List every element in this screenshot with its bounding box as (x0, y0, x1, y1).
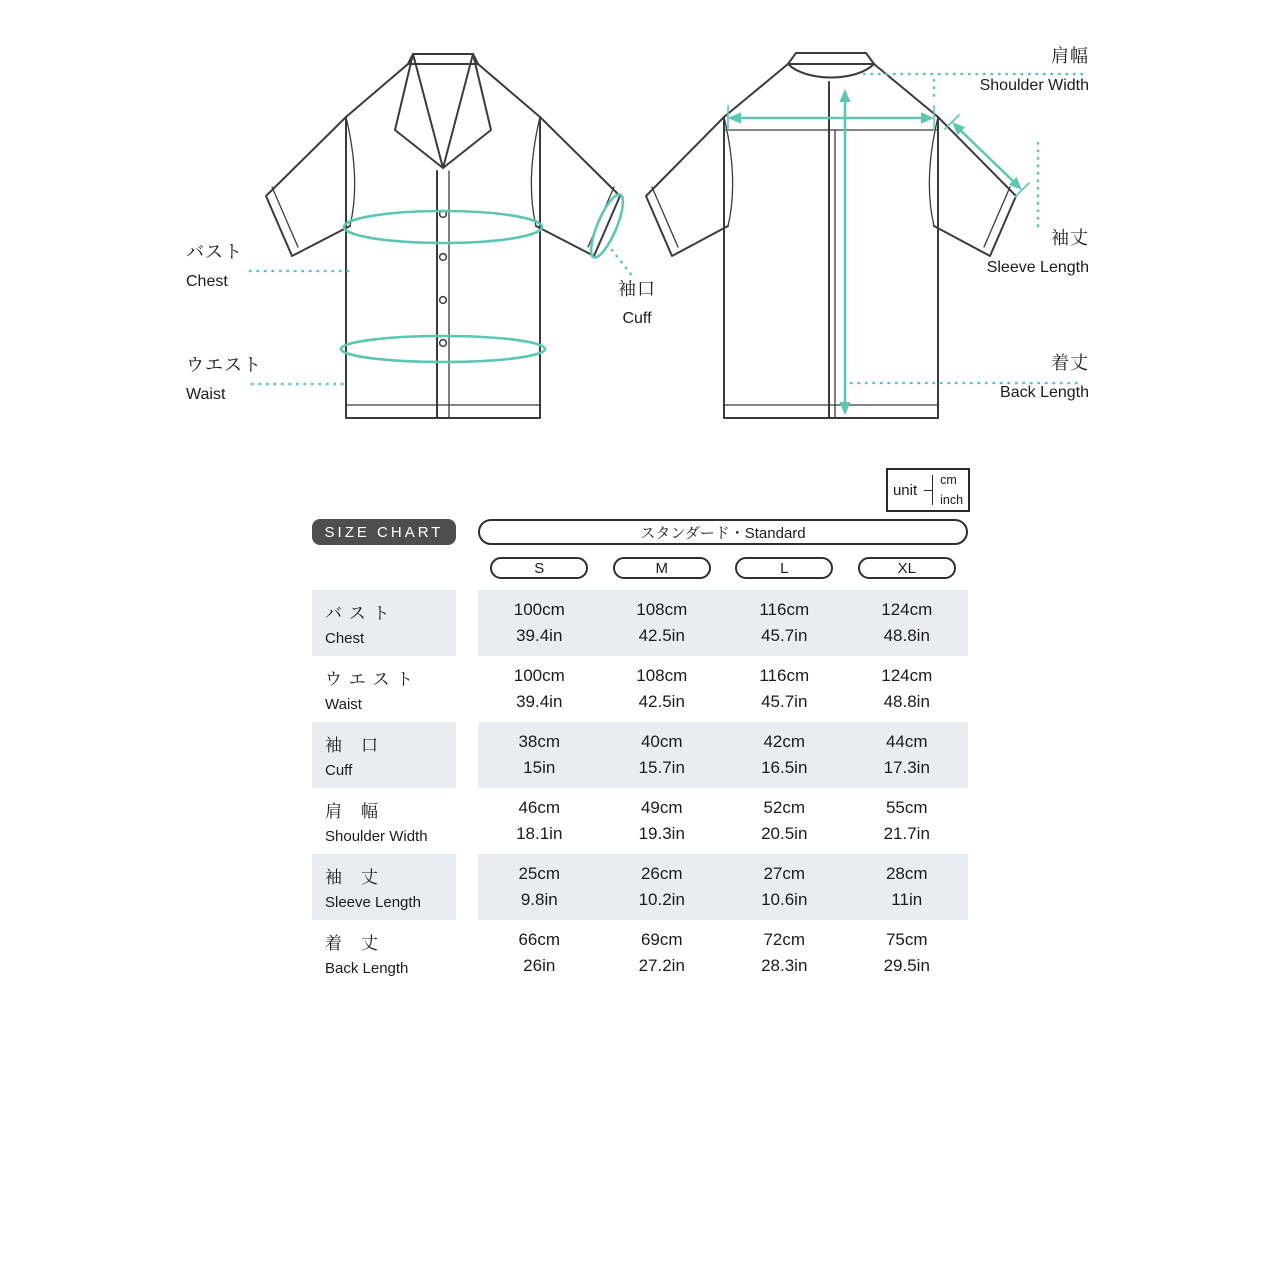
size-pill-s: S (490, 557, 588, 579)
value-cell (601, 788, 724, 854)
back-armhole-right (929, 117, 938, 226)
arrowhead (839, 402, 850, 415)
button (440, 254, 447, 261)
value-cell (478, 590, 601, 656)
value-in: 16.5in (761, 758, 808, 777)
size-chart-header (312, 519, 968, 545)
value-in: 48.8in (883, 692, 930, 711)
value-cm: 40cm (640, 732, 683, 751)
value-in: 10.6in (761, 890, 808, 909)
front-body (346, 117, 540, 418)
chest-measure-ellipse (344, 211, 542, 243)
waist-label (186, 356, 262, 403)
value-cm: 42cm (763, 732, 806, 751)
row-label-en: Chest (325, 630, 365, 647)
value-cell (846, 920, 969, 986)
front-armhole-left (346, 117, 355, 226)
category-pill: スタンダード・Standard (478, 519, 968, 545)
value-in: 11in (891, 890, 923, 909)
chest-label-en: Chest (186, 273, 228, 290)
value-cm: 108cm (636, 666, 688, 685)
size-columns-row (312, 557, 968, 579)
value-cell (601, 854, 724, 920)
row-label-jp: 袖 口 (325, 736, 379, 755)
row-label-jp: 着 丈 (325, 934, 379, 953)
front-right-sleeve (536, 117, 620, 256)
back-collar (788, 53, 874, 64)
size-pill-l: L (735, 557, 833, 579)
sleeve-length-label-en: Sleeve Length (986, 259, 1089, 276)
value-cell (846, 656, 969, 722)
value-cm: 25cm (518, 864, 561, 883)
value-in: 15.7in (638, 758, 685, 777)
chest-label-jp: バスト (186, 242, 243, 262)
size-pill-m: M (613, 557, 711, 579)
value-in: 48.8in (883, 626, 930, 645)
size-pill-xl: XL (858, 557, 956, 579)
shoulder-width-label-jp: 肩幅 (1051, 46, 1089, 66)
row-label-jp: 袖 丈 (325, 868, 379, 887)
value-cell (601, 590, 724, 656)
sleeve-length-label-jp: 袖丈 (1051, 228, 1089, 248)
value-cell (601, 722, 724, 788)
back-length-label (1000, 354, 1089, 401)
waist-label-en: Waist (186, 386, 226, 403)
chest-label (186, 243, 243, 290)
value-cell (723, 656, 846, 722)
value-cell (846, 590, 969, 656)
value-cell (478, 854, 601, 920)
value-cell (723, 722, 846, 788)
back-collar-fold (788, 64, 874, 78)
value-cell (846, 722, 969, 788)
back-armhole-left (724, 117, 733, 226)
arrowhead (839, 89, 850, 102)
value-in: 42.5in (638, 692, 685, 711)
row-label (312, 854, 456, 920)
table-row-waist (312, 656, 968, 722)
shoulder-width-label-en: Shoulder Width (979, 77, 1089, 94)
value-cell (478, 920, 601, 986)
value-cell (601, 920, 724, 986)
back-shirt-drawing (646, 53, 1016, 418)
unit-indicator (886, 468, 970, 512)
arrowhead (921, 112, 934, 124)
value-cm: 55cm (885, 798, 928, 817)
value-in: 39.4in (516, 692, 563, 711)
shoulder-width-label (980, 47, 1089, 94)
value-cm: 72cm (763, 930, 806, 949)
value-cm: 49cm (640, 798, 683, 817)
value-in: 45.7in (761, 692, 808, 711)
value-cell (478, 788, 601, 854)
value-cm: 116cm (759, 666, 810, 685)
front-collar-left-leaf (395, 54, 443, 168)
value-cell (478, 656, 601, 722)
row-label-en: Back Length (325, 960, 409, 977)
leader-lines (250, 74, 1083, 384)
front-collar-back (408, 54, 478, 64)
table-row-back-length (312, 920, 968, 986)
unit-label: unit (892, 481, 918, 499)
back-length-label-jp: 着丈 (1051, 353, 1089, 373)
cuff-leader-line (612, 250, 633, 277)
value-in: 21.7in (883, 824, 930, 843)
value-in: 28.3in (761, 956, 808, 975)
unit-bracket-icon (924, 475, 933, 505)
table-row-cuff (312, 722, 968, 788)
back-body (724, 117, 938, 418)
value-cm: 124cm (881, 600, 933, 619)
back-shoulder-seam-left (724, 64, 788, 117)
value-in: 19.3in (638, 824, 685, 843)
size-chart-rows (312, 590, 968, 986)
value-cm: 26cm (640, 864, 683, 883)
cuff-label-jp: 袖口 (618, 279, 656, 299)
size-chart-table (312, 519, 968, 986)
value-cm: 66cm (518, 930, 561, 949)
value-cm: 100cm (513, 666, 565, 685)
value-in: 9.8in (520, 890, 558, 909)
value-in: 29.5in (883, 956, 930, 975)
row-label-en: Shoulder Width (325, 828, 428, 845)
value-in: 15in (523, 758, 556, 777)
back-shoulder-seam-right (874, 64, 938, 117)
value-cm: 75cm (885, 930, 928, 949)
front-armhole-right (531, 117, 540, 226)
front-shoulder-seam-right (478, 64, 540, 117)
value-in: 42.5in (638, 626, 685, 645)
value-in: 20.5in (761, 824, 808, 843)
value-in: 26in (523, 956, 556, 975)
table-row-shoulder-width (312, 788, 968, 854)
row-label-jp: 肩 幅 (325, 802, 379, 821)
unit-values (940, 474, 963, 506)
value-cm: 52cm (763, 798, 806, 817)
front-shoulder-seam-left (346, 64, 408, 117)
row-label-en: Waist (325, 696, 362, 713)
table-row-chest (312, 590, 968, 656)
value-cell (601, 656, 724, 722)
row-label (312, 656, 456, 722)
value-cell (478, 722, 601, 788)
row-label-jp: ウ エ ス ト (325, 670, 415, 689)
value-in: 27.2in (638, 956, 685, 975)
sleeve-length-label (987, 229, 1089, 276)
unit-inch: inch (940, 492, 964, 507)
row-label-en: Sleeve Length (325, 894, 421, 911)
row-label (312, 788, 456, 854)
value-cm: 116cm (759, 600, 810, 619)
row-label-en: Cuff (325, 762, 353, 779)
cuff-label-en: Cuff (622, 310, 652, 327)
value-cm: 100cm (513, 600, 565, 619)
size-chart-badge: SIZE CHART (312, 519, 456, 545)
value-cm: 69cm (640, 930, 683, 949)
front-left-sleeve (266, 117, 350, 256)
back-length-label-en: Back Length (1000, 384, 1089, 401)
value-in: 17.3in (883, 758, 930, 777)
value-cm: 44cm (885, 732, 928, 751)
button (440, 297, 447, 304)
waist-label-jp: ウエスト (186, 355, 262, 375)
value-cm: 28cm (885, 864, 928, 883)
value-in: 39.4in (516, 626, 563, 645)
value-cm: 46cm (518, 798, 561, 817)
sleeve-length-line (958, 128, 1014, 182)
back-left-sleeve (646, 117, 728, 256)
value-in: 10.2in (638, 890, 685, 909)
value-cell (723, 788, 846, 854)
value-in: 18.1in (516, 824, 563, 843)
value-cm: 108cm (636, 600, 688, 619)
value-cell (723, 854, 846, 920)
arrowhead (728, 112, 741, 124)
row-label (312, 722, 456, 788)
value-in: 45.7in (761, 626, 808, 645)
button (440, 340, 447, 347)
value-cell (846, 854, 969, 920)
cuff-label (597, 280, 677, 327)
front-collar-right-leaf (443, 54, 491, 168)
value-cm: 124cm (881, 666, 933, 685)
row-label (312, 920, 456, 986)
value-cm: 27cm (763, 864, 806, 883)
row-label (312, 590, 456, 656)
value-cell (723, 590, 846, 656)
unit-cm: cm (940, 473, 957, 487)
value-cell (846, 788, 969, 854)
table-row-sleeve-length (312, 854, 968, 920)
value-cell (723, 920, 846, 986)
value-cm: 38cm (518, 732, 561, 751)
front-shirt-drawing (266, 54, 620, 418)
row-label-jp: バ ス ト (325, 604, 391, 623)
